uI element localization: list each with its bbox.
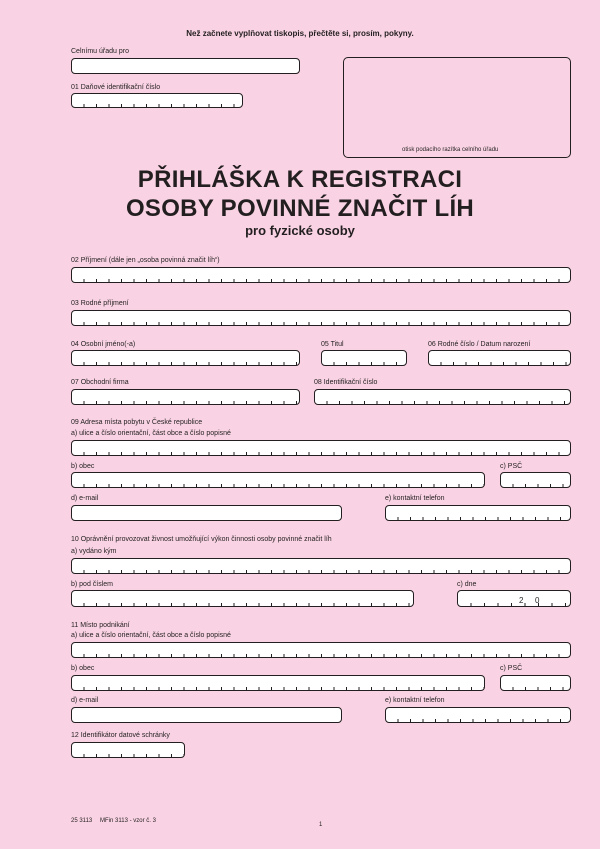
- title-field[interactable]: [321, 350, 407, 366]
- residence-section-title: 09 Adresa místa pobytu v České republice: [71, 419, 203, 426]
- tax-id-field[interactable]: [71, 93, 243, 108]
- form-title-line2: OSOBY POVINNÉ ZNAČIT LÍH: [125, 195, 475, 222]
- business-zip-label: c) PSČ: [500, 665, 523, 672]
- business-email-field[interactable]: [71, 707, 342, 723]
- business-city-field[interactable]: [71, 675, 485, 691]
- residence-email-field[interactable]: [71, 505, 342, 521]
- first-name-label: 04 Osobní jméno(-a): [71, 341, 136, 348]
- page-number: 1: [319, 822, 323, 828]
- business-name-field[interactable]: [71, 389, 300, 405]
- license-number-field[interactable]: [71, 590, 414, 607]
- data-box-id-field[interactable]: [71, 742, 185, 758]
- business-email-label: d) e-mail: [71, 697, 99, 704]
- license-issuer-field[interactable]: [71, 558, 571, 574]
- business-place-section-title: 11 Místo podnikání: [71, 622, 130, 629]
- license-date-label: c) dne: [457, 581, 477, 588]
- stamp-label: otisk podacího razítka celního úřadu: [402, 147, 499, 153]
- birth-number-label: 06 Rodné číslo / Datum narození: [428, 341, 531, 348]
- customs-office-label: Celnímu úřadu pro: [71, 48, 129, 55]
- license-section-title: 10 Oprávnění provozovat živnost umožňující výkon činnosti osoby povinné značit líh: [71, 536, 332, 543]
- birth-surname-label: 03 Rodné příjmení: [71, 300, 129, 307]
- license-date-digit-0: 0: [535, 596, 540, 605]
- business-city-label: b) obec: [71, 665, 95, 672]
- business-phone-label: e) kontaktní telefon: [385, 697, 445, 704]
- residence-city-label: b) obec: [71, 463, 95, 470]
- company-id-label: 08 Identifikační číslo: [314, 379, 378, 386]
- title-label: 05 Titul: [321, 341, 344, 348]
- license-date-digit-2: 2: [519, 596, 524, 605]
- license-date-field[interactable]: [457, 590, 571, 607]
- first-name-field[interactable]: [71, 350, 300, 366]
- residence-street-label: a) ulice a číslo orientační, část obce a číslo popisné: [71, 430, 231, 437]
- business-zip-field[interactable]: [500, 675, 571, 691]
- stamp-box: [343, 57, 571, 158]
- company-id-field[interactable]: [314, 389, 571, 405]
- license-number-label: b) pod číslem: [71, 581, 114, 588]
- business-name-label: 07 Obchodní firma: [71, 379, 129, 386]
- footer-code: 25 3113: [71, 818, 93, 824]
- residence-city-field[interactable]: [71, 472, 485, 488]
- residence-email-label: d) e-mail: [71, 495, 99, 502]
- tax-id-label: 01 Daňové identifikační číslo: [71, 84, 161, 91]
- form-subtitle: pro fyzické osoby: [245, 223, 355, 238]
- residence-phone-label: e) kontaktní telefon: [385, 495, 445, 502]
- surname-field[interactable]: [71, 267, 571, 283]
- license-issuer-label: a) vydáno kým: [71, 548, 117, 555]
- business-phone-field[interactable]: [385, 707, 571, 723]
- residence-street-field[interactable]: [71, 440, 571, 456]
- business-street-label: a) ulice a číslo orientační, část obce a číslo popisné: [71, 632, 231, 639]
- instruction-text: Než začnete vyplňovat tiskopis, přečtěte si, prosím, pokyny.: [186, 29, 414, 38]
- data-box-id-label: 12 Identifikátor datové schránky: [71, 732, 170, 739]
- birth-surname-field[interactable]: [71, 310, 571, 326]
- customs-office-field[interactable]: [71, 58, 300, 74]
- footer-form-id: MFin 3113 - vzor č. 3: [100, 818, 156, 824]
- residence-zip-label: c) PSČ: [500, 463, 523, 470]
- residence-phone-field[interactable]: [385, 505, 571, 521]
- residence-zip-field[interactable]: [500, 472, 571, 488]
- surname-label: 02 Příjmení (dále jen „osoba povinná značit líh“): [71, 257, 220, 264]
- birth-number-field[interactable]: [428, 350, 571, 366]
- business-street-field[interactable]: [71, 642, 571, 658]
- form-title-line1: PŘIHLÁŠKA K REGISTRACI: [137, 166, 463, 193]
